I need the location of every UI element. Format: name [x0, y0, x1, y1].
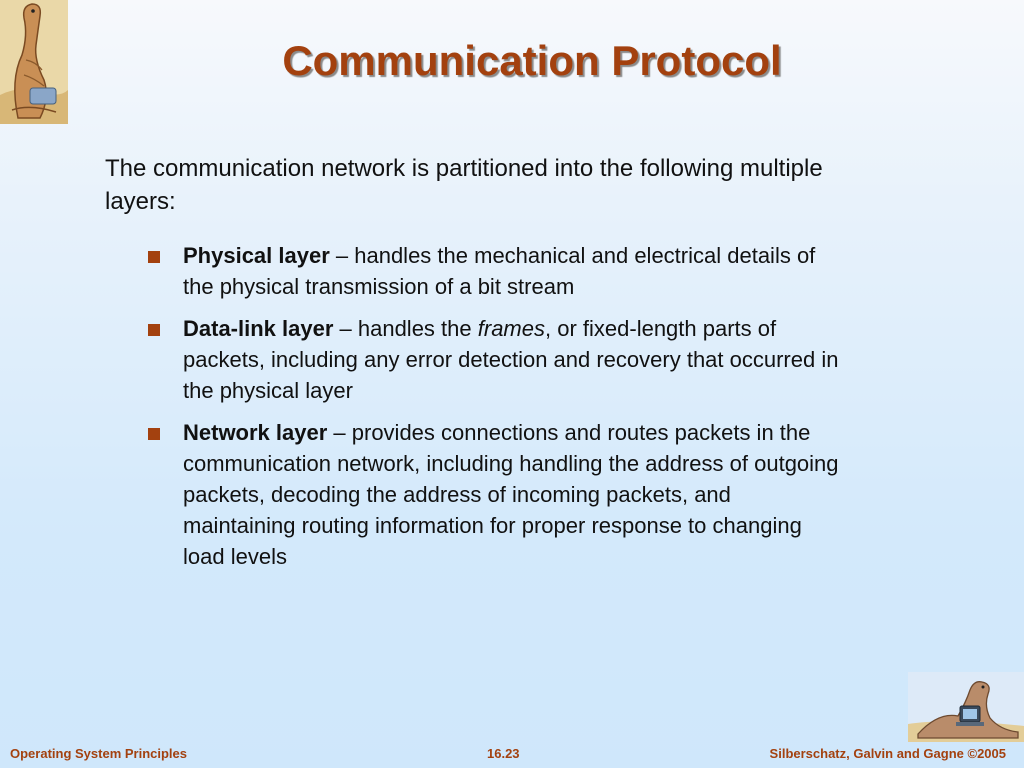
list-item-data-link-layer	[148, 313, 848, 406]
bullet-text: – handles the mechanical and electrical details of the physical transmission of a bit stream	[183, 243, 816, 299]
footer-copyright: Silberschatz, Galvin and Gagne ©2005	[769, 746, 1006, 761]
dinosaur-computer-icon	[908, 672, 1024, 742]
square-bullet-icon	[148, 324, 160, 336]
list-item-network-layer	[148, 417, 848, 572]
bullet-emphasis: frames	[477, 316, 545, 341]
bullet-term: Data-link layer	[183, 316, 334, 341]
bullet-text: , or fixed-length parts of packets, including any error detection and recovery that occurred in the physical layer	[183, 316, 839, 403]
slide-title: Communication Protocol	[282, 37, 782, 84]
intro-text: The communication network is partitioned into the following multiple layers:	[105, 155, 823, 215]
footer-slide-number: 16.23	[487, 746, 520, 761]
layer-list	[148, 240, 848, 583]
bullet-term: Physical layer	[183, 243, 330, 268]
bullet-text: – provides connections and routes packets in the communication network, including handling the address of outgoing packets, decoding the address of incoming packets, and maintaining routing information for proper response to changing load levels	[183, 420, 839, 569]
list-item-physical-layer	[148, 240, 848, 302]
footer-course-title: Operating System Principles	[10, 746, 188, 761]
square-bullet-icon	[148, 428, 160, 440]
bullet-text: – handles the	[333, 316, 478, 341]
bullet-term: Network layer	[183, 420, 328, 445]
square-bullet-icon	[148, 251, 160, 263]
